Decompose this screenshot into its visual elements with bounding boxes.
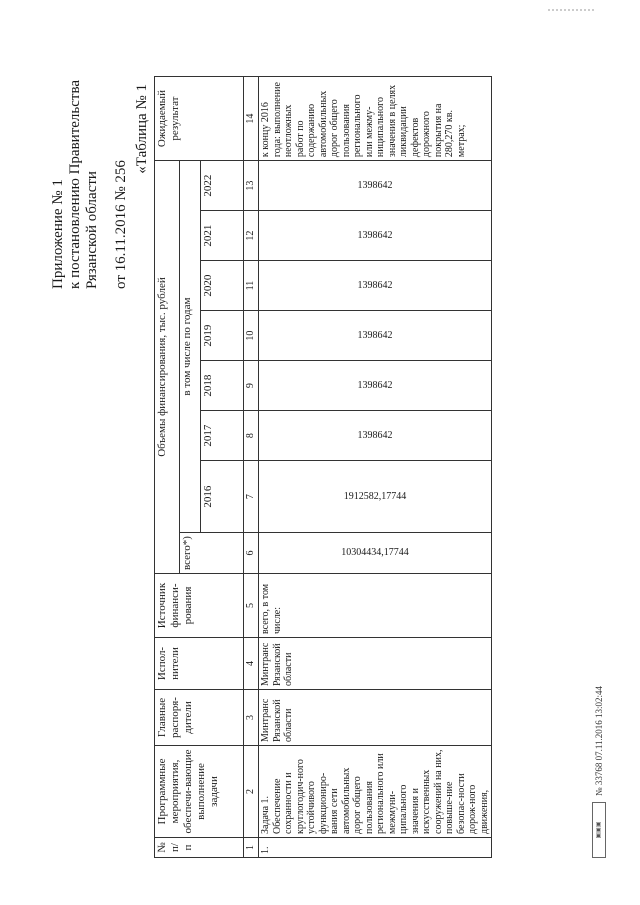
col-number: 5 [244,574,259,638]
col-header-managers: Главные распоря-дители [155,690,244,746]
row-2020: 1398642 [357,279,393,291]
row-2016: 1912582,17744 [343,490,407,502]
header-line-3: Рязанской области [84,171,100,289]
funding-table [154,76,492,858]
col-header-year-2018: 2018 [201,361,244,411]
rotated-document [22,24,618,882]
col-header-year-2022: 2022 [201,161,244,211]
col-number: 12 [244,211,259,261]
appendix-header [50,80,130,289]
col-number: 7 [244,461,259,533]
row-number: 1. [259,838,492,858]
table-label: «Таблица № 1 [134,84,150,174]
col-header-year-2021: 2021 [201,211,244,261]
row-2022: 1398642 [357,179,393,191]
col-number: 14 [244,77,259,161]
col-header-year-2017: 2017 [201,411,244,461]
registry-logo-icon: ▣▣▣ [592,802,606,858]
table-row [259,77,492,858]
header-dateline: от 16.11.2016 № 256 [113,160,129,289]
row-2018-cell [259,361,492,411]
document-id: № 33768 07.11.2016 13:02:44 [594,685,604,796]
col-header-year-2020: 2020 [201,261,244,311]
col-number: 11 [244,261,259,311]
row-2018: 1398642 [357,379,393,391]
row-2019: 1398642 [357,329,393,341]
col-number: 6 [244,533,259,574]
col-number: 10 [244,311,259,361]
row-total-cell [259,533,492,574]
row-2017-cell [259,411,492,461]
col-header-source: Источник финанси-рования [155,574,244,638]
col-number: 13 [244,161,259,211]
col-number: 2 [244,746,259,838]
header-line-1: Приложение № 1 [50,179,66,289]
col-header-by-year: в том числе по годам [180,161,201,533]
row-source: всего, в том числе: [259,574,492,638]
col-number: 1 [244,838,259,858]
row-2019-cell [259,311,492,361]
row-manager: Минтранс Рязанской области [259,690,492,746]
col-header-year-2019: 2019 [201,311,244,361]
scan-mark-icon [546,4,598,18]
row-2016-cell [259,461,492,533]
row-executor: Минтранс Рязанской области [259,638,492,690]
col-header-total: всего*) [180,533,244,574]
row-2021: 1398642 [357,229,393,241]
row-2021-cell [259,211,492,261]
column-number-row [244,77,259,858]
row-total: 10304434,17744 [341,547,409,559]
row-2017: 1398642 [357,429,393,441]
col-number: 9 [244,361,259,411]
row-2022-cell [259,161,492,211]
header-line-2: к постановлению Правительства [67,80,83,289]
col-number: 4 [244,638,259,690]
col-header-result: Ожидаемый результат [155,77,244,161]
col-number: 8 [244,411,259,461]
col-number: 3 [244,690,259,746]
document-stamp [592,686,606,858]
expected-result: к концу 2016 года: выполнение неотложных работ по содержанию автомобильных дорог общего пользования регионального или межму-ниципального значения в целях ликвидации дефектов дорожного покрытия на 280,270 кв. метрах; [259,77,492,161]
col-header-measures: Программные мероприятия, обеспечи-вающие выполнение задачи [155,746,244,838]
col-header-funding: Объемы финансирования, тыс. рублей [155,161,180,574]
row-2020-cell [259,261,492,311]
task-description: Задача 1. Обеспечение сохранности и круглогодич-ного устойчивого функциониро-вания сети автомобильных дорог общего пользования регионального или межмуни-ципального значения и искусственных сооружений на них, повыше-ние безопас-ности дорож-ного движения, [259,746,492,838]
col-header-num: № п/п [155,838,244,858]
col-header-executors: Испол-нители [155,638,244,690]
col-header-year-2016: 2016 [201,461,244,533]
